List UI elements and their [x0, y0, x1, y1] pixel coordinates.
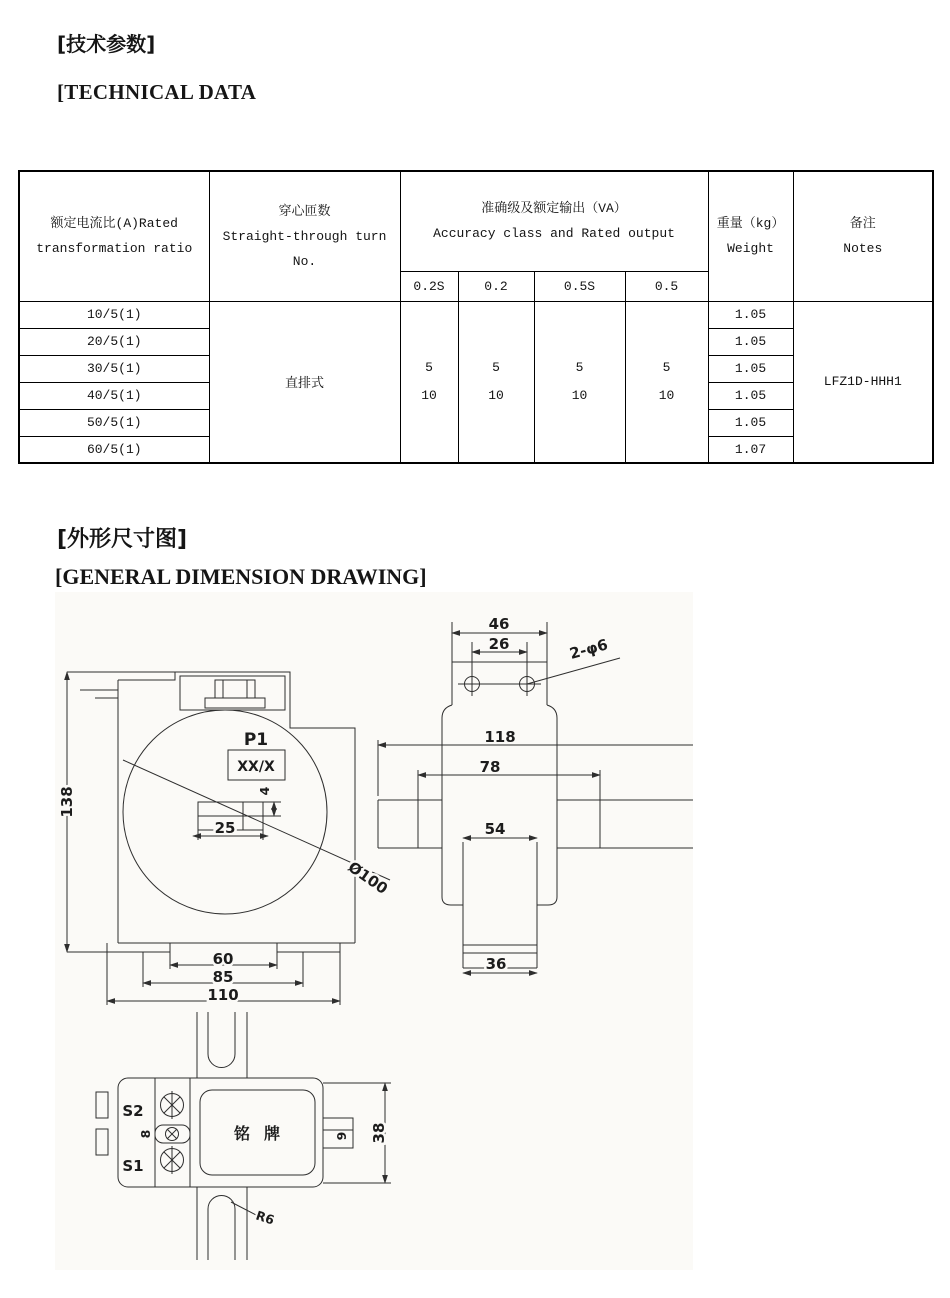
- dim-middle-terminal: 8: [138, 1129, 153, 1139]
- ratio-cell: 50/5(1): [19, 409, 209, 436]
- col-header-notes-en: Notes: [843, 241, 883, 257]
- primary-bar-tabs: [378, 770, 693, 848]
- side-view: [378, 615, 693, 973]
- front-view: [58, 672, 391, 1005]
- turns-cell: [209, 301, 400, 463]
- accuracy-class-02s: 0.2S: [400, 271, 458, 301]
- dim-right-tab: 9: [334, 1131, 349, 1141]
- col-header-accuracy: [400, 171, 708, 271]
- ratio-cell: 30/5(1): [19, 355, 209, 382]
- col-header-weight-en: Weight: [727, 241, 774, 257]
- col-header-accuracy-zh: 准确级及额定输出（VA）: [481, 201, 627, 217]
- terminal-screw-s2: [161, 1091, 184, 1119]
- turns-value: 直排式: [284, 376, 324, 392]
- output-va-10: 10: [488, 387, 504, 403]
- general-dimension-drawing: [55, 592, 693, 1270]
- col-header-rated-ratio-en: transformation ratio: [36, 241, 193, 257]
- dim-fork-radius: R6: [254, 1207, 277, 1228]
- output-cell-02: [458, 301, 534, 463]
- ratio-cell: 10/5(1): [19, 301, 209, 328]
- weight-cell: 1.07: [708, 436, 793, 463]
- dim-slot-width: 25: [214, 819, 236, 837]
- secondary-terminal-s2-label: S2: [122, 1102, 144, 1120]
- core-circle: [123, 710, 327, 914]
- left-tab-upper: [96, 1092, 108, 1118]
- terminal-p1-label: P1: [243, 730, 269, 750]
- dim-overall-height: 138: [58, 786, 76, 818]
- output-cell-05: [625, 301, 708, 463]
- ratio-cell: 20/5(1): [19, 328, 209, 355]
- output-cell-05s: [534, 301, 625, 463]
- dim-holes-count: 2-φ6: [567, 635, 610, 663]
- dim-slot-height: 4: [257, 786, 272, 796]
- col-header-turns-en: Straight-through turn: [222, 228, 387, 244]
- left-tab-lower: [96, 1129, 108, 1155]
- col-header-notes: [793, 171, 933, 301]
- accuracy-class-05s: 0.5S: [534, 271, 625, 301]
- section-title-technical-params-zh: [技术参数]: [57, 32, 156, 56]
- col-header-weight-zh: 重量（kg）: [716, 216, 785, 232]
- output-va-10: 10: [658, 387, 675, 403]
- mounting-foot-left: [107, 943, 170, 952]
- dim-tab-span: 78: [479, 758, 501, 776]
- mounting-foot-right: [277, 943, 340, 952]
- output-va-5: 5: [492, 359, 500, 375]
- section-title-dimension-drawing-zh: [外形尺寸图]: [57, 527, 188, 552]
- output-va-5: 5: [425, 359, 433, 375]
- col-header-rated-ratio: [19, 171, 209, 301]
- col-header-turns-en2: No.: [292, 253, 317, 269]
- col-header-weight: [708, 171, 793, 301]
- primary-terminal-block: [80, 676, 285, 710]
- section-title-dimension-drawing-en: [GENERAL DIMENSION DRAWING]: [55, 564, 427, 589]
- dimension-drawing-svg: [55, 592, 693, 1270]
- col-header-accuracy-en: Accuracy class and Rated output: [433, 226, 675, 242]
- ratio-cell: 60/5(1): [19, 436, 209, 463]
- section-title-technical-data-en: [TECHNICAL DATA: [57, 80, 257, 104]
- dim-hole-spacing: 26: [488, 635, 510, 653]
- notes-value: LFZ1D-HHH1: [823, 374, 902, 390]
- accuracy-class-05: 0.5: [625, 271, 708, 301]
- nameplate-label: 铭牌: [233, 1124, 295, 1143]
- accuracy-class-02: 0.2: [458, 271, 534, 301]
- dim-bracket-width: 46: [488, 615, 510, 633]
- dim-bottom-height: 38: [370, 1122, 388, 1144]
- output-cell-02s: [400, 301, 458, 463]
- output-va-10: 10: [571, 387, 588, 403]
- ratio-cell: 40/5(1): [19, 382, 209, 409]
- output-va-10: 10: [421, 387, 437, 403]
- ratio-placeholder-label: XX/X: [237, 759, 275, 775]
- output-va-5: 5: [662, 359, 671, 375]
- dim-body-width: 54: [484, 820, 506, 838]
- weight-cell: 1.05: [708, 382, 793, 409]
- dim-block-width: 36: [485, 955, 507, 973]
- col-header-turns: [209, 171, 400, 301]
- terminal-screw-s1: [161, 1146, 184, 1174]
- col-header-turns-zh: 穿心匝数: [278, 203, 331, 219]
- weight-cell: 1.05: [708, 328, 793, 355]
- primary-bar-fork-top: [197, 1012, 247, 1078]
- dim-feet-outer: 110: [207, 986, 239, 1004]
- secondary-terminal-s1-label: S1: [122, 1157, 144, 1175]
- dim-bar-length: 118: [484, 728, 516, 746]
- technical-data-table: [18, 170, 934, 464]
- dim-core-diameter: Ø100: [344, 857, 392, 898]
- dim-feet-inner: 60: [212, 950, 234, 968]
- bottom-view: [96, 1012, 391, 1260]
- col-header-rated-ratio-zh: 额定电流比(A)Rated: [50, 216, 178, 232]
- table-row: [19, 301, 933, 328]
- notes-cell: [793, 301, 933, 463]
- output-va-5: 5: [575, 359, 584, 375]
- middle-terminal: [155, 1125, 190, 1143]
- col-header-notes-zh: 备注: [849, 216, 876, 232]
- weight-cell: 1.05: [708, 409, 793, 436]
- weight-cell: 1.05: [708, 355, 793, 382]
- primary-bar-fork-bottom: [197, 1187, 258, 1260]
- weight-cell: 1.05: [708, 301, 793, 328]
- dim-feet-mid: 85: [212, 968, 234, 986]
